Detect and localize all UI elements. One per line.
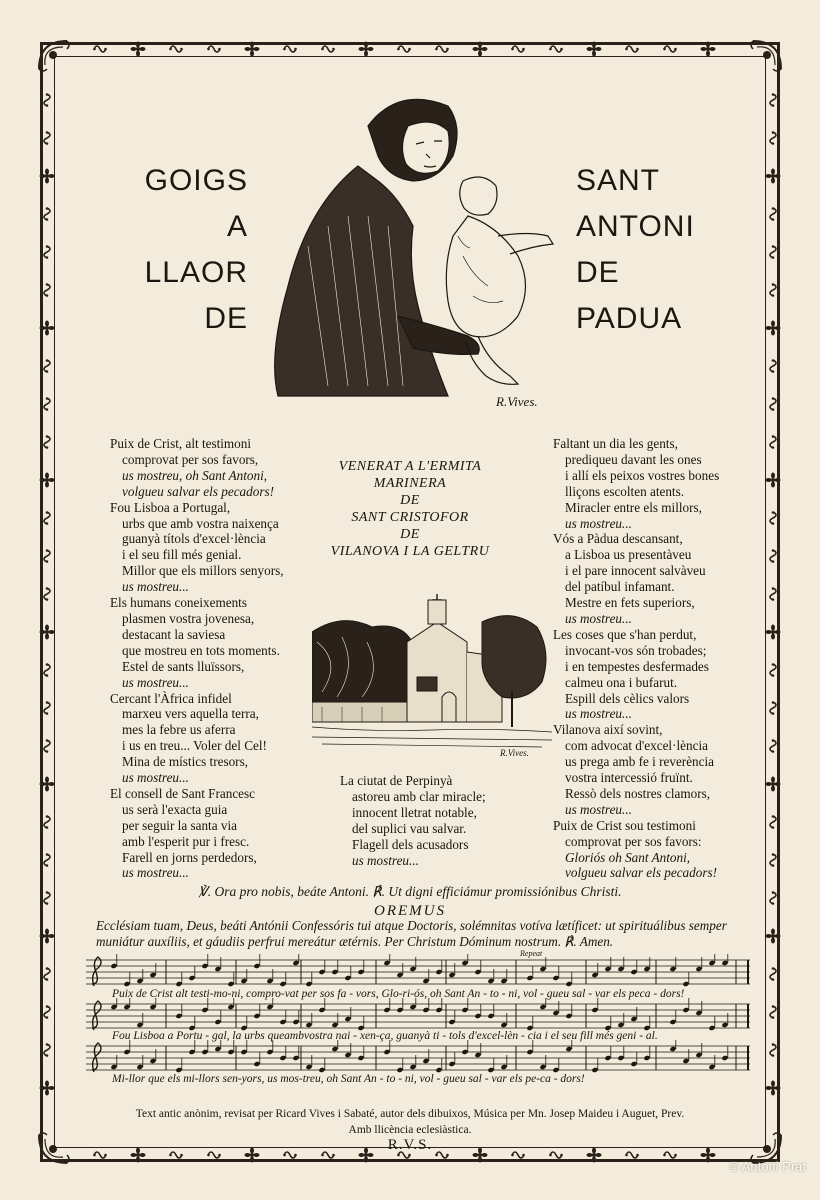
- title-word-left-3: DE: [204, 302, 248, 335]
- verse-line: que mostreu en tots moments.: [122, 642, 280, 658]
- flower-ornament-icon: [39, 472, 55, 488]
- scroll-ornament-icon: [765, 206, 781, 222]
- verse-line: per seguir la santa via: [122, 817, 237, 833]
- verse-line: mes la febre us aferra: [122, 722, 236, 738]
- title-word-left-2: LLAOR: [144, 256, 248, 289]
- verse-line: Vós a Pàdua descansant,: [553, 531, 683, 547]
- title-word-left-1: A: [226, 210, 248, 243]
- scroll-ornament-icon: [765, 1042, 781, 1058]
- verse-line: com advocat d'excel·lència: [565, 738, 708, 754]
- verse-line: volgueu salvar els pecadors!: [122, 483, 274, 499]
- flower-ornament-icon: [700, 41, 716, 57]
- scroll-ornament-icon: [39, 434, 55, 450]
- scroll-ornament-icon: [765, 92, 781, 108]
- verse-line: us mostreu...: [122, 674, 189, 690]
- flower-ornament-icon: [39, 168, 55, 184]
- flower-ornament-icon: [765, 168, 781, 184]
- church-signature: R.Vives.: [500, 748, 529, 758]
- verse-line: i el seu fill més genial.: [122, 547, 242, 563]
- music-staff-1: [86, 954, 750, 990]
- flower-ornament-icon: [765, 776, 781, 792]
- repeat-mark: Repeat: [520, 949, 543, 958]
- flower-ornament-icon: [39, 1080, 55, 1096]
- verse-line: innocent lletrat notable,: [352, 804, 477, 820]
- verse-line: us mostreu, oh Sant Antoni,: [122, 467, 268, 483]
- scroll-ornament-icon: [39, 738, 55, 754]
- verse-line: Els humans coneixements: [110, 595, 247, 611]
- scroll-ornament-icon: [39, 282, 55, 298]
- scroll-ornament-icon: [39, 358, 55, 374]
- illustration-signature: R.Vives.: [496, 394, 538, 409]
- scroll-ornament-icon: [39, 206, 55, 222]
- title-word-left-0: GOIGS: [144, 164, 248, 197]
- verse-line: us mostreu...: [565, 706, 632, 722]
- verse-line: amb l'esperit pur i fresc.: [122, 833, 250, 849]
- verse-line: comprovat per sos favors,: [122, 451, 259, 467]
- prayer-text: Ecclésiam tuam, Deus, beáti Antónii Confessóris tui atque Doctoris, solémnitas votíva lætíficet: ut spirituálibus semper muniátur auxíliis, et gáudiis perfrui mereátur ætérnis. Per Christum Dóminum nostrum. ℟. Amen.: [96, 918, 727, 949]
- flower-ornament-icon: [39, 320, 55, 336]
- verse-line: us mostreu...: [565, 801, 632, 817]
- verse-line: us mostreu...: [565, 610, 632, 626]
- flower-ornament-icon: [130, 41, 146, 57]
- flower-ornament-icon: [765, 472, 781, 488]
- flower-ornament-icon: [39, 928, 55, 944]
- verse-line: del suplici vau salvar.: [352, 820, 467, 836]
- scroll-ornament-icon: [765, 282, 781, 298]
- verse-line: Flagell dels acusadors: [352, 836, 469, 852]
- venerat-heading: [322, 458, 498, 560]
- flower-ornament-icon: [765, 624, 781, 640]
- verse-line: Estel de sants lluïssors,: [122, 658, 245, 674]
- flower-ornament-icon: [472, 41, 488, 57]
- verse-line: Puix de Crist, alt testimoni: [110, 436, 252, 451]
- verse-line: comprovat per sos favors:: [565, 833, 702, 849]
- verse-line: Gloriós oh Sant Antoni,: [565, 849, 691, 865]
- flower-ornament-icon: [39, 624, 55, 640]
- verse-line: lliçons escolten atents.: [565, 483, 685, 499]
- scroll-ornament-icon: [39, 966, 55, 982]
- verse-line: invocant-vos són trobades;: [565, 642, 707, 658]
- verse-line: us mostreu...: [352, 852, 419, 868]
- scroll-ornament-icon: [39, 92, 55, 108]
- oremus-heading: OREMUS: [374, 903, 446, 919]
- title-word-right-3: PADUA: [576, 302, 683, 335]
- scroll-ornament-icon: [765, 130, 781, 146]
- scroll-ornament-icon: [39, 130, 55, 146]
- scroll-ornament-icon: [39, 586, 55, 602]
- scroll-ornament-icon: [282, 41, 298, 57]
- verses-middle-column: [340, 773, 486, 868]
- verse-line: Faltant un dia les gents,: [553, 436, 678, 451]
- venerat-line: VENERAT A L'ERMITA: [338, 459, 482, 474]
- flower-ornament-icon: [765, 928, 781, 944]
- verse-line: La ciutat de Perpinyà: [340, 773, 453, 788]
- scroll-ornament-icon: [765, 700, 781, 716]
- verse-line: a Lisboa us presentàveu: [565, 547, 692, 563]
- venerat-line: DE: [400, 527, 420, 542]
- verse-line: i en tempestes desfermades: [565, 658, 709, 674]
- flower-ornament-icon: [39, 776, 55, 792]
- scroll-ornament-icon: [39, 396, 55, 412]
- scroll-ornament-icon: [39, 1004, 55, 1020]
- verse-line: Ressò dels nostres clamors,: [565, 785, 711, 801]
- flower-ornament-icon: [586, 41, 602, 57]
- verse-line: calmeu ona i bufarut.: [565, 674, 678, 690]
- verse-line: Puix de Crist sou testimoni: [553, 817, 696, 833]
- title-word-right-2: DE: [576, 256, 620, 289]
- verse-line: Cercant l'Àfrica infidel: [110, 690, 232, 706]
- scroll-ornament-icon: [765, 966, 781, 982]
- copyright-watermark: © Antoni Prat: [729, 1159, 806, 1174]
- venerat-line: MARINERA: [373, 476, 447, 491]
- verse-line: Farell en jorns perdedors,: [122, 849, 257, 865]
- credits-line-1: Text antic anònim, revisat per Ricard Vives i Sabaté, autor dels dibuixos, Música per Mn. Josep Maideu i Auguet, Prev.: [135, 1108, 685, 1120]
- lyric-line-2: Fou Lisboa a Portu - gal, la urbs queambvostra nai - xen-ça, guanyà ti - tols d'excel-lèn - cia i el seu fill més geni - al.: [112, 1030, 658, 1042]
- verse-line: marxeu vers aquella terra,: [122, 706, 259, 722]
- scroll-ornament-icon: [39, 1042, 55, 1058]
- verse-line: del patíbul infamant.: [565, 579, 675, 595]
- verse-line: Millor que els millors senyors,: [122, 563, 284, 579]
- verse-line: prediqueu davant les ones: [565, 451, 702, 467]
- verse-line: Miracler entre els millors,: [565, 499, 702, 515]
- verse-line: i us en treu... Voler del Cel!: [122, 738, 267, 754]
- verse-line: Mina de místics tresors,: [122, 754, 248, 770]
- flower-ornament-icon: [244, 41, 260, 57]
- verse-line: Mestre en fets superiors,: [565, 595, 695, 611]
- verse-line: guanyà títols d'excel·lència: [122, 531, 266, 547]
- verse-line: plasmen vostra jovenesa,: [122, 610, 255, 626]
- verse-line: us mostreu...: [122, 865, 189, 881]
- credits: [0, 1106, 820, 1138]
- scroll-ornament-icon: [765, 358, 781, 374]
- verse-line: urbs que amb vostra naixença: [122, 515, 279, 531]
- scroll-ornament-icon: [765, 396, 781, 412]
- credits-line-2: Amb llicència eclesiàstica.: [348, 1124, 472, 1136]
- verse-line: us serà l'exacta guia: [122, 801, 228, 817]
- verse-line: us prega amb fe i reverència: [565, 754, 715, 770]
- scroll-ornament-icon: [765, 852, 781, 868]
- scroll-ornament-icon: [396, 41, 412, 57]
- scroll-ornament-icon: [548, 41, 564, 57]
- verses-left-column: [110, 436, 284, 881]
- scroll-ornament-icon: [765, 662, 781, 678]
- flower-ornament-icon: [358, 41, 374, 57]
- scroll-ornament-icon: [92, 41, 108, 57]
- venerat-line: SANT CRISTOFOR: [351, 510, 469, 525]
- scroll-ornament-icon: [765, 434, 781, 450]
- scroll-ornament-icon: [765, 586, 781, 602]
- verse-line: Les coses que s'han perdut,: [553, 626, 697, 642]
- scroll-ornament-icon: [624, 41, 640, 57]
- rvs-monogram: R.V.S.: [387, 1137, 433, 1153]
- corner-ornament-icon: [33, 35, 73, 75]
- scroll-ornament-icon: [434, 41, 450, 57]
- flower-ornament-icon: [765, 1080, 781, 1096]
- corner-ornament-icon: [747, 35, 787, 75]
- scroll-ornament-icon: [765, 510, 781, 526]
- church-illustration: [312, 582, 552, 752]
- title-word-right-0: SANT: [576, 164, 661, 197]
- scroll-ornament-icon: [39, 852, 55, 868]
- verse-line: astoreu amb clar miracle;: [352, 788, 486, 804]
- scroll-ornament-icon: [765, 738, 781, 754]
- venerat-line: DE: [400, 493, 420, 508]
- scroll-ornament-icon: [510, 41, 526, 57]
- scroll-ornament-icon: [765, 1004, 781, 1020]
- scroll-ornament-icon: [662, 41, 678, 57]
- verse-line: us mostreu...: [565, 515, 632, 531]
- verse-line: vostra intercessió fruïnt.: [565, 770, 693, 786]
- verse-line: destacant la saviesa: [122, 626, 226, 642]
- verse-line: us mostreu...: [122, 579, 189, 595]
- verses-right-column: [553, 436, 719, 881]
- versicle: ℣. Ora pro nobis, beáte Antoni. ℟. Ut digni efficiámur promissiónibus Christi.: [198, 884, 622, 899]
- scroll-ornament-icon: [765, 814, 781, 830]
- scroll-ornament-icon: [39, 662, 55, 678]
- music-staff-3: [86, 1040, 750, 1076]
- lyric-line-3: Mi-llor que els mi-llors sen-yors, us mos-treu, oh Sant An - to - ni, vol - gueu sal - var els pe-ca - dors!: [112, 1073, 585, 1085]
- scroll-ornament-icon: [39, 814, 55, 830]
- verse-line: Vilanova així sovint,: [553, 722, 663, 738]
- scroll-ornament-icon: [39, 510, 55, 526]
- venerat-line: VILANOVA I LA GELTRU: [330, 544, 490, 559]
- verse-line: Espill dels cèlics valors: [565, 690, 690, 706]
- scroll-ornament-icon: [765, 548, 781, 564]
- verse-line: El consell de Sant Francesc: [110, 785, 256, 801]
- scroll-ornament-icon: [765, 244, 781, 260]
- saint-anthony-illustration: [248, 86, 578, 416]
- scroll-ornament-icon: [39, 244, 55, 260]
- verse-line: volgueu salvar els pecadors!: [565, 865, 717, 881]
- verse-line: us mostreu...: [122, 770, 189, 786]
- scroll-ornament-icon: [39, 700, 55, 716]
- lyric-line-1: Puix de Crist alt testi-mo-ni, compro-vat per sos fa - vors, Glo-ri-ós, oh Sant An - to - ni, vol - gueu sal - var els peca - dors!: [112, 988, 685, 1000]
- music-staff-2: [86, 998, 750, 1034]
- scroll-ornament-icon: [206, 41, 222, 57]
- title-word-right-1: ANTONI: [576, 210, 695, 243]
- scroll-ornament-icon: [168, 41, 184, 57]
- verse-line: Fou Lisboa a Portugal,: [110, 499, 231, 515]
- verse-line: i el pare innocent salvàveu: [565, 563, 706, 579]
- scroll-ornament-icon: [39, 548, 55, 564]
- verse-line: i allí els peixos vostres bones: [565, 467, 720, 483]
- scroll-ornament-icon: [320, 41, 336, 57]
- flower-ornament-icon: [765, 320, 781, 336]
